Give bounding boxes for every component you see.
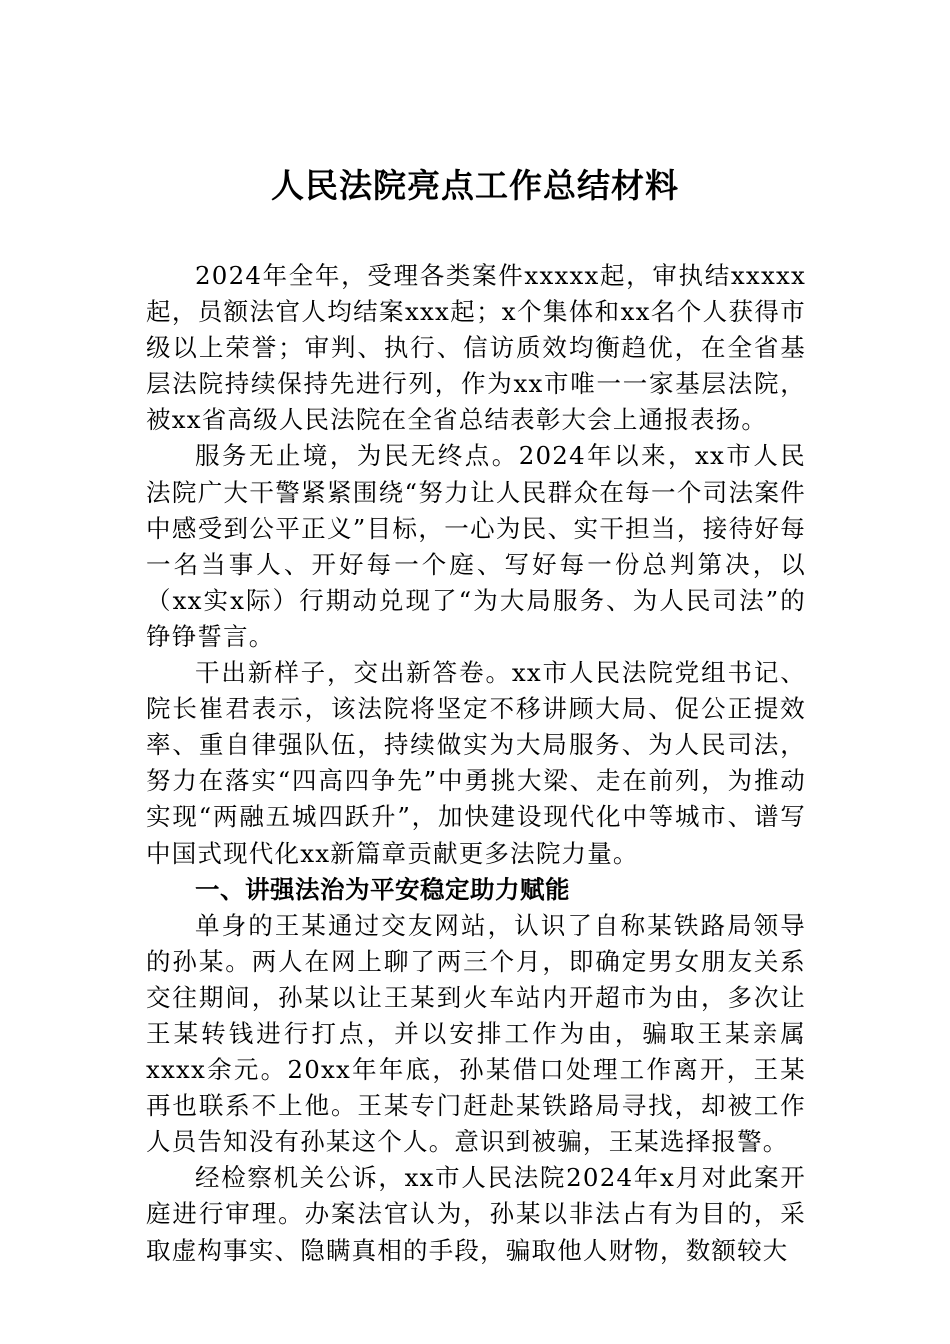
document-body <box>146 258 806 1269</box>
document-title: 人民法院亮点工作总结材料 <box>271 166 679 205</box>
paragraph: 2024年全年，受理各类案件xxxxx起，审执结xxxxx起，员额法官人均结案xxx起；x个集体和xx名个人获得市级以上荣誉；审判、执行、信访质效均衡趋优，在全省基层法院持续保持先进行列，作为xx市唯一一家基层法院，被xx省高级人民法院在全省总结表彰大会上通报表扬。 <box>146 261 806 435</box>
section-heading: 一、讲强法治为平安稳定助力赋能 <box>195 874 570 904</box>
paragraph: 服务无止境，为民无终点。2024年以来，xx市人民法院广大干警紧紧围绕“努力让人民群众在每一个司法案件中感受到公平正义”目标，一心为民、实干担当，接待好每一名当事人、开好每一个庭、写好每一份总判第决，以（xx实x际）行期动兑现了“为大局服务、为人民司法”的铮铮誓言。 <box>146 441 806 651</box>
paragraph: 干出新样子，交出新答卷。xx市人民法院党组书记、院长崔君表示，该法院将坚定不移讲顾大局、促公正提效率、重自律强队伍，持续做实为大局服务、为人民司法，努力在落实“四高四争先”中勇挑大梁、走在前列，为推动实现“两融五城四跃升”，加快建设现代化中等城市、谱写中国式现代化xx新篇章贡献更多法院力量。 <box>146 658 806 868</box>
paragraph: 单身的王某通过交友网站，认识了自称某铁路局领导的孙某。两人在网上聊了两三个月，即确定男女朋友关系交往期间，孙某以让王某到火车站内开超市为由，多次让王某转钱进行打点，并以安排工作为由，骗取王某亲属xxxx余元。20xx年年底，孙某借口处理工作离开，王某再也联系不上他。王某专门赶赴某铁路局寻找，却被工作人员告知没有孙某这个人。意识到被骗，王某选择报警。 <box>146 910 806 1157</box>
paragraph: 经检察机关公诉，xx市人民法院2024年x月对此案开庭进行审理。办案法官认为，孙某以非法占有为目的，采取虚构事实、隐瞒真相的手段，骗取他人财物，数额较大 <box>146 1163 806 1265</box>
